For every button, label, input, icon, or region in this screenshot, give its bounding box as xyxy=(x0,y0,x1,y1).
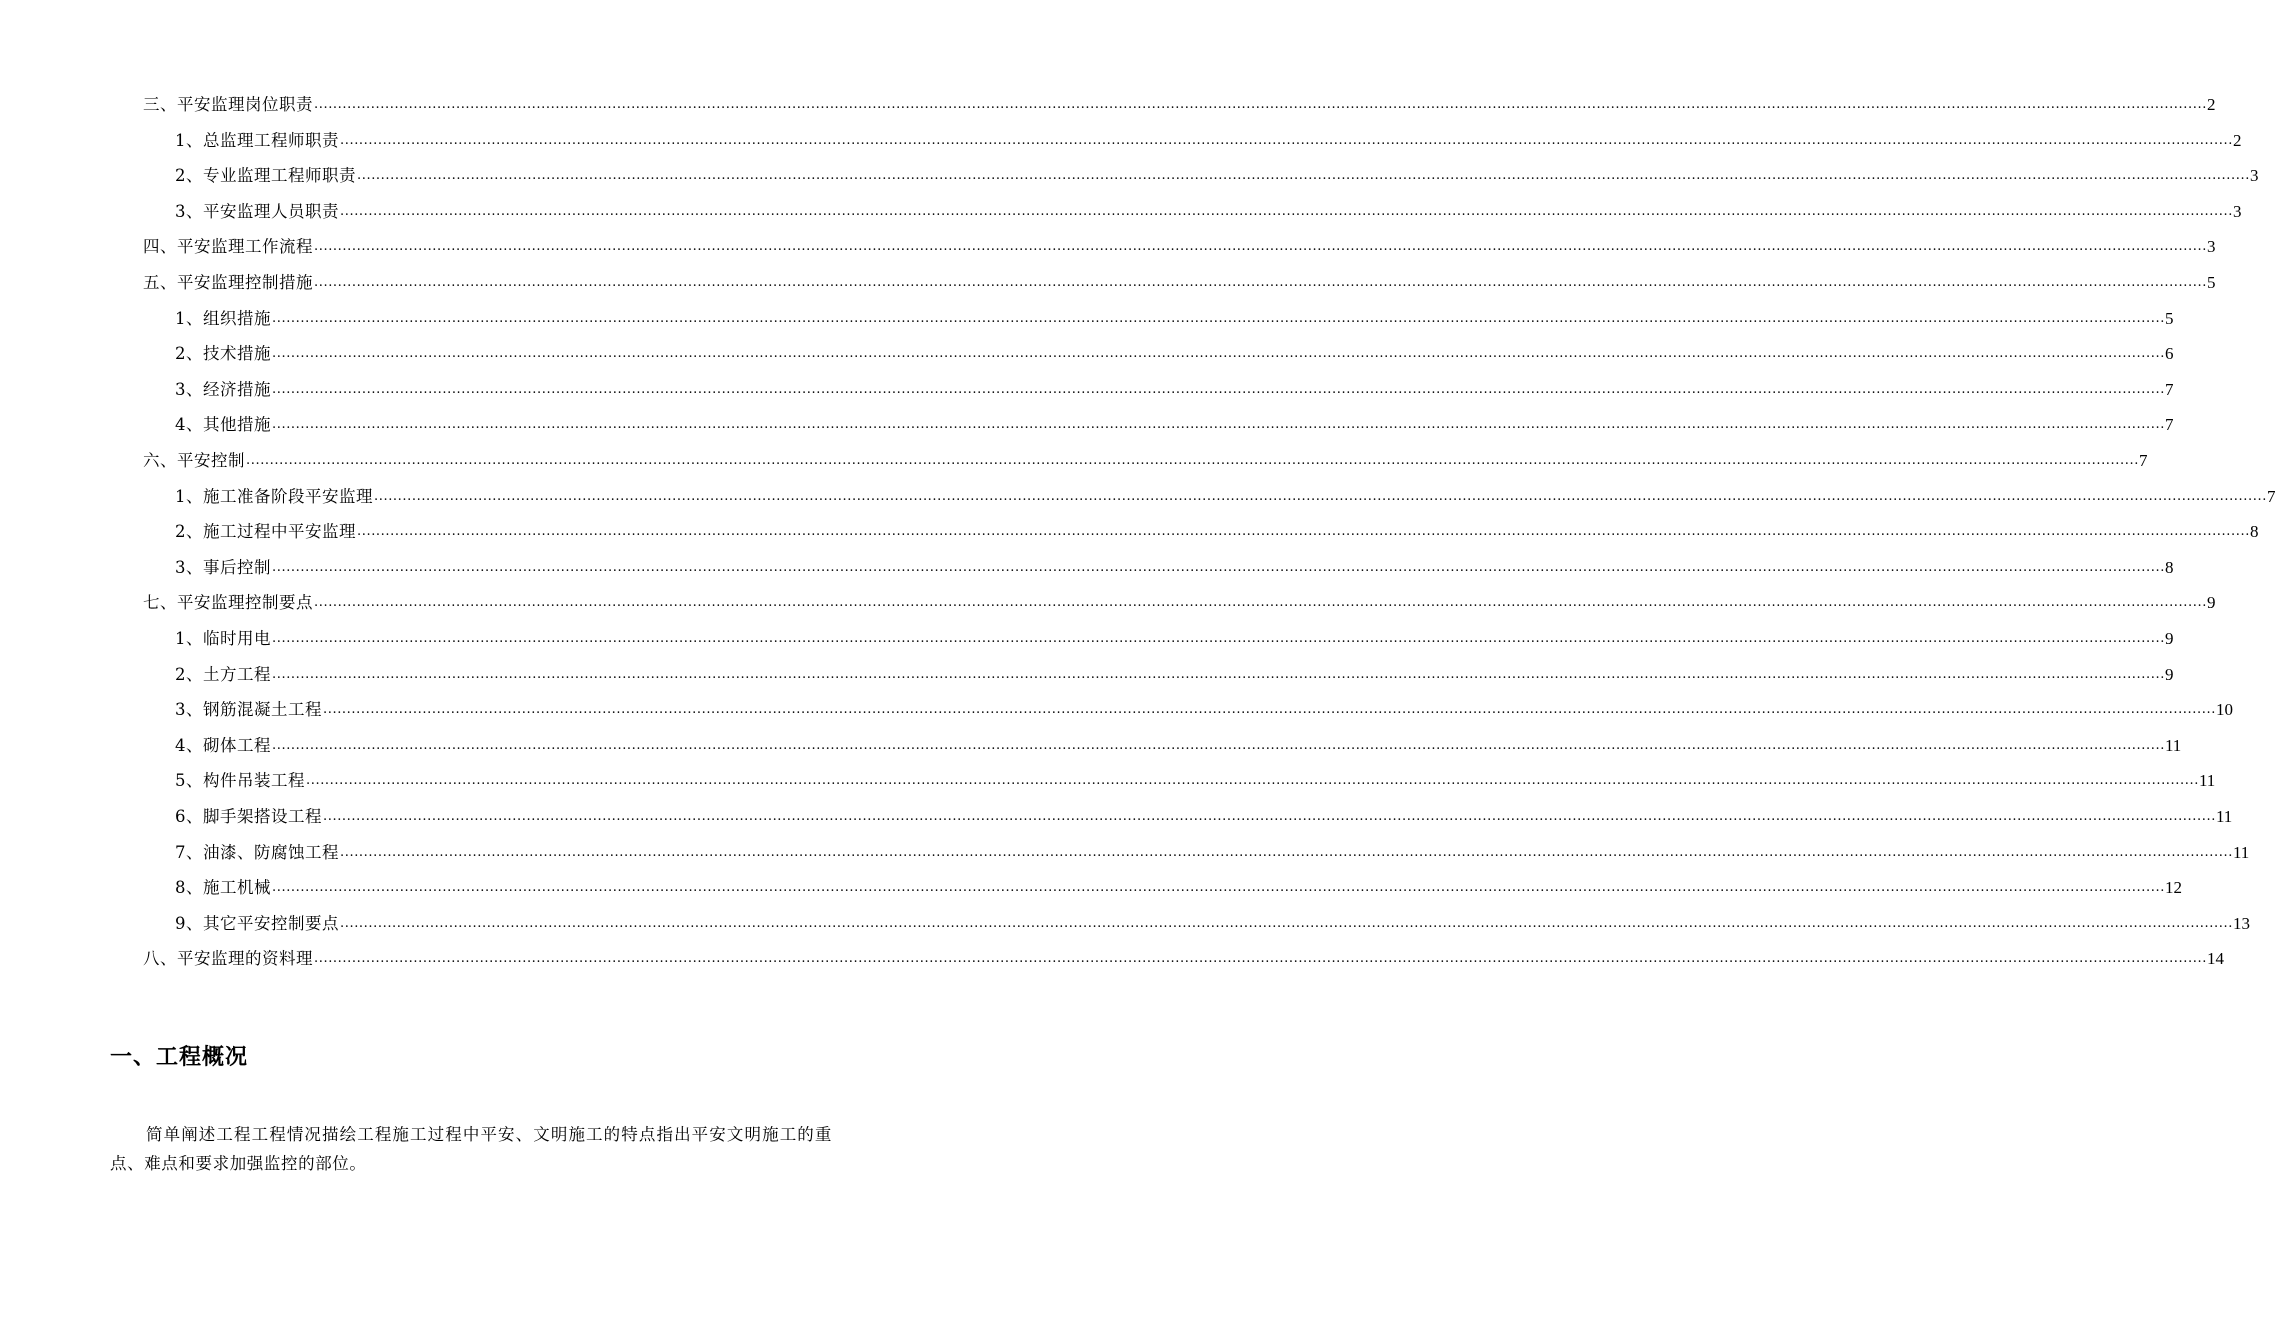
toc-entry-label: 1、临时用电 xyxy=(175,629,271,648)
toc-entry[interactable] xyxy=(175,805,2233,829)
toc-entry[interactable] xyxy=(175,342,2174,366)
toc-entry-label: 2、施工过程中平安监理 xyxy=(175,522,356,542)
toc-entry-page-number: 3 xyxy=(2206,237,2216,257)
toc-dot-leader: ................................................................................................................................................................................................................................................................................................................................................................................................................ xyxy=(357,524,2250,540)
toc-entry[interactable] xyxy=(175,485,2275,509)
toc-entry[interactable] xyxy=(175,627,2174,651)
toc-entry[interactable] xyxy=(175,129,2242,153)
toc-entry-label: 六、平安控制 xyxy=(143,451,245,470)
toc-entry[interactable] xyxy=(175,413,2174,437)
toc-entry[interactable] xyxy=(175,556,2174,580)
toc-dot-leader: ................................................................................................................................................................................................................................................................................................................................................................................................................ xyxy=(306,773,2199,789)
toc-entry-page-number: 11 xyxy=(2198,771,2216,791)
toc-entry[interactable] xyxy=(175,663,2174,687)
toc-entry-page-number: 7 xyxy=(2266,486,2275,506)
toc-dot-leader: ................................................................................................................................................................................................................................................................................................................................................................................................................ xyxy=(272,310,2165,326)
toc-entry-page-number: 3 xyxy=(2249,166,2259,186)
toc-dot-leader: ................................................................................................................................................................................................................................................................................................................................................................................................................ xyxy=(272,666,2165,682)
section-heading: 一、工程概况 xyxy=(110,1045,249,1070)
toc-entry[interactable] xyxy=(175,734,2182,758)
toc-entry-page-number: 11 xyxy=(2232,842,2250,862)
toc-entry-page-number: 5 xyxy=(2164,308,2174,328)
toc-dot-leader: ................................................................................................................................................................................................................................................................................................................................................................................................................ xyxy=(340,203,2233,219)
toc-entry-label: 6、脚手架搭设工程 xyxy=(175,807,322,826)
toc-entry[interactable] xyxy=(175,520,2259,544)
toc-dot-leader: ................................................................................................................................................................................................................................................................................................................................................................................................................ xyxy=(314,951,2207,967)
toc-entry-label: 9、其它平安控制要点 xyxy=(175,913,339,933)
toc-dot-leader: ................................................................................................................................................................................................................................................................................................................................................................................................................ xyxy=(314,97,2207,112)
toc-dot-leader: ................................................................................................................................................................................................................................................................................................................................................................................................................ xyxy=(272,417,2165,433)
toc-dot-leader: ................................................................................................................................................................................................................................................................................................................................................................................................................ xyxy=(374,488,2267,504)
toc-entry-page-number: 9 xyxy=(2206,593,2216,613)
toc-entry[interactable] xyxy=(175,841,2250,865)
toc-entry-label: 1、总监理工程师职责 xyxy=(175,130,339,150)
toc-entry[interactable] xyxy=(143,271,2216,295)
toc-entry-label: 3、事后控制 xyxy=(175,557,271,577)
toc-entry[interactable] xyxy=(175,378,2174,402)
toc-dot-leader: ................................................................................................................................................................................................................................................................................................................................................................................................................ xyxy=(357,168,2250,184)
toc-dot-leader: ................................................................................................................................................................................................................................................................................................................................................................................................................ xyxy=(340,132,2233,148)
toc-dot-leader: ................................................................................................................................................................................................................................................................................................................................................................................................................ xyxy=(323,809,2216,824)
toc-dot-leader: ................................................................................................................................................................................................................................................................................................................................................................................................................ xyxy=(272,381,2165,397)
toc-entry[interactable] xyxy=(143,947,2224,971)
toc-entry-page-number: 8 xyxy=(2249,522,2259,542)
toc-entry-page-number: 8 xyxy=(2164,557,2174,577)
toc-entry-label: 4、其他措施 xyxy=(175,415,271,435)
toc-entry-page-number: 9 xyxy=(2164,629,2174,648)
toc-entry-label: 五、平安监理控制措施 xyxy=(143,273,313,292)
toc-entry-page-number: 10 xyxy=(2215,700,2233,720)
toc-entry-page-number: 5 xyxy=(2206,273,2216,292)
toc-entry-label: 三、平安监理岗位职责 xyxy=(143,95,313,114)
toc-entry-page-number: 7 xyxy=(2164,415,2174,435)
toc-dot-leader: ................................................................................................................................................................................................................................................................................................................................................................................................................ xyxy=(314,275,2207,290)
toc-entry-page-number: 2 xyxy=(2206,95,2216,114)
toc-entry-label: 2、技术措施 xyxy=(175,344,271,364)
toc-entry-label: 2、土方工程 xyxy=(175,664,271,684)
toc-entry[interactable] xyxy=(143,93,2216,117)
toc-dot-leader: ................................................................................................................................................................................................................................................................................................................................................................................................................ xyxy=(314,239,2207,255)
toc-dot-leader: ................................................................................................................................................................................................................................................................................................................................................................................................................ xyxy=(272,737,2165,753)
toc-entry[interactable] xyxy=(143,235,2216,259)
toc-entry-page-number: 3 xyxy=(2232,201,2242,221)
toc-entry[interactable] xyxy=(175,912,2250,936)
toc-dot-leader: ................................................................................................................................................................................................................................................................................................................................................................................................................ xyxy=(340,915,2233,931)
toc-entry[interactable] xyxy=(175,698,2233,722)
toc-dot-leader: ................................................................................................................................................................................................................................................................................................................................................................................................................ xyxy=(323,702,2216,718)
toc-entry-label: 3、经济措施 xyxy=(175,379,271,399)
toc-entry-page-number: 2 xyxy=(2232,130,2242,150)
toc-entry-page-number: 7 xyxy=(2138,451,2148,470)
toc-entry-label: 四、平安监理工作流程 xyxy=(143,237,313,257)
toc-dot-leader: ................................................................................................................................................................................................................................................................................................................................................................................................................ xyxy=(340,844,2233,860)
toc-entry-label: 3、钢筋混凝土工程 xyxy=(175,700,322,720)
toc-entry[interactable] xyxy=(143,591,2216,615)
toc-entry-page-number: 11 xyxy=(2164,735,2182,755)
toc-entry[interactable] xyxy=(175,307,2174,331)
toc-entry-label: 2、专业监理工程师职责 xyxy=(175,166,356,186)
toc-entry-label: 3、平安监理人员职责 xyxy=(175,201,339,221)
toc-entry-label: 4、砌体工程 xyxy=(175,735,271,755)
toc-entry-page-number: 11 xyxy=(2215,807,2233,826)
toc-dot-leader: ................................................................................................................................................................................................................................................................................................................................................................................................................ xyxy=(272,880,2165,896)
toc-entry-label: 七、平安监理控制要点 xyxy=(143,593,313,613)
toc-dot-leader: ................................................................................................................................................................................................................................................................................................................................................................................................................ xyxy=(314,595,2207,611)
toc-entry-label: 7、油漆、防腐蚀工程 xyxy=(175,842,339,862)
toc-entry[interactable] xyxy=(175,876,2182,900)
toc-entry-page-number: 12 xyxy=(2164,878,2182,898)
toc-entry-label: 八、平安监理的资料理 xyxy=(143,949,313,969)
toc-dot-leader: ................................................................................................................................................................................................................................................................................................................................................................................................................ xyxy=(272,559,2165,575)
toc-dot-leader: ................................................................................................................................................................................................................................................................................................................................................................................................................ xyxy=(272,346,2165,362)
toc-dot-leader: ................................................................................................................................................................................................................................................................................................................................................................................................................ xyxy=(246,453,2139,468)
toc-entry[interactable] xyxy=(143,449,2148,473)
toc-entry-page-number: 6 xyxy=(2164,344,2174,364)
toc-entry-label: 8、施工机械 xyxy=(175,878,271,898)
toc-entry-label: 1、组织措施 xyxy=(175,308,271,328)
toc-entry-page-number: 9 xyxy=(2164,664,2174,684)
toc-entry-label: 1、施工准备阶段平安监理 xyxy=(175,486,373,506)
toc-entry-page-number: 7 xyxy=(2164,379,2174,399)
toc-entry[interactable] xyxy=(175,769,2216,793)
toc-entry-page-number: 13 xyxy=(2232,913,2250,933)
toc-dot-leader: ................................................................................................................................................................................................................................................................................................................................................................................................................ xyxy=(272,631,2165,646)
section-paragraph: 简单阐述工程工程情况描绘工程施工过程中平安、文明施工的特点指出平安文明施工的重点、难点和要求加强监控的部位。 xyxy=(110,1125,832,1173)
toc-entry-page-number: 14 xyxy=(2206,949,2224,969)
toc-entry[interactable] xyxy=(175,164,2259,188)
toc-entry-label: 5、构件吊装工程 xyxy=(175,771,305,791)
toc-entry[interactable] xyxy=(175,200,2242,224)
